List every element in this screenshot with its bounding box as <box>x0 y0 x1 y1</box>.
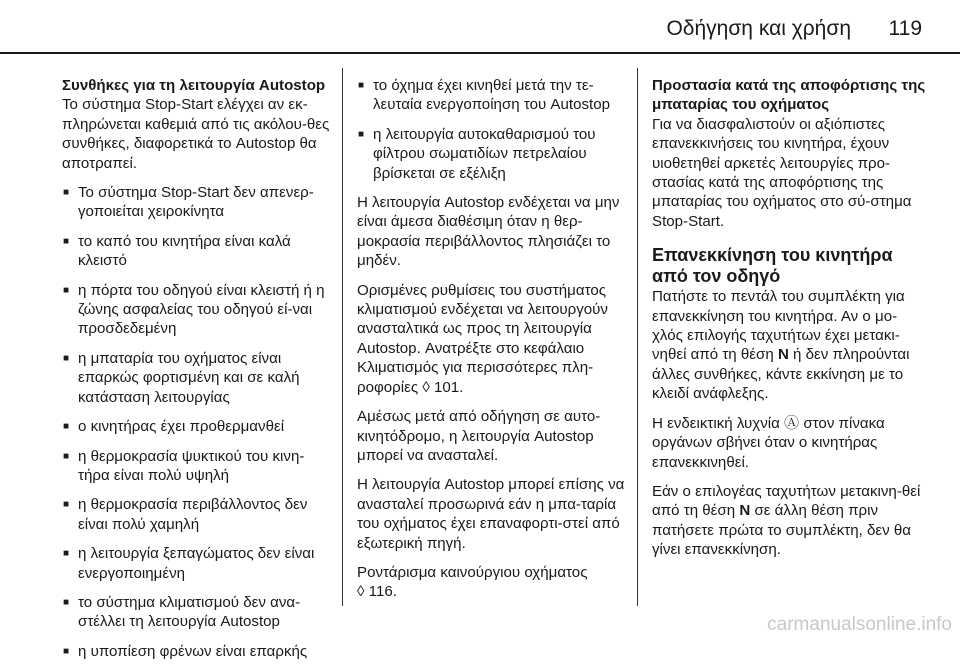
page-reference-link[interactable]: 101. <box>433 378 464 396</box>
watermark: carmanualsonline.info <box>767 614 952 635</box>
column-divider <box>637 68 638 606</box>
autostop-indicator-icon: Ⓐ <box>784 414 800 432</box>
paragraph: Η ενδεικτική λυχνία Ⓐ στον πίνακα οργάνων σβήνει όταν ο κινητήρας επανεκκινηθεί. <box>652 414 885 471</box>
gear-position: N <box>777 346 789 364</box>
list-item: ■ η μπαταρία του οχήματος είναι επαρκώς φορτισμένη και σε καλή κατάσταση λειτουργίας <box>62 349 330 407</box>
list-item: ■ η πόρτα του οδηγού είναι κλειστή ή η ζώνης ασφαλείας του οδηγού εί-ναι προσδεδεμένη <box>62 281 330 339</box>
paragraph: Για να διασφαλιστούν οι αξιόπιστες επανεκκινήσεις του κινητήρα, έχουν υιοθετηθεί αρκετές λειτουργίες προ-στασίας κατά της αποφόρτισης της μπαταρίας του οχήματος στο σύ-στημα Stop-Start. <box>652 115 912 230</box>
conditions-list-continued <box>357 76 625 183</box>
list-item: ■ η λειτουργία ξεπαγώματος δεν είναι ενεργοποιημένη <box>62 544 330 583</box>
list-item: ■ Το σύστημα Stop-Start δεν απενερ-γοποιείται χειροκίνητα <box>62 183 330 222</box>
page-number: 119 <box>888 17 922 40</box>
cross-reference-icon: ◊ <box>357 583 365 601</box>
list-item: ■ το σύστημα κλιματισμού δεν ανα-στέλλει τη λειτουργία Autostop <box>62 593 330 632</box>
chapter-title: Οδήγηση και χρήση <box>666 17 851 40</box>
column-1 <box>62 76 330 671</box>
column-divider <box>342 68 343 606</box>
list-item: ■ η θερμοκρασία ψυκτικού του κινη-τήρα είναι πολύ υψηλή <box>62 447 330 486</box>
list-item: ■ η υποπίεση φρένων είναι επαρκής <box>62 642 330 661</box>
paragraph: Η λειτουργία Autostop ενδέχεται να μην είναι άμεσα διαθέσιμη όταν η θερ-μοκρασία περιβάλλοντος πλησιάζει το μηδέν. <box>357 194 620 270</box>
paragraph: Αμέσως μετά από οδήγηση σε αυτο-κινητόδρομο, η λειτουργία Autostop μπορεί να ανασταλεί. <box>357 408 601 464</box>
conditions-list <box>62 183 330 661</box>
list-item: ■ η θερμοκρασία περιβάλλοντος δεν είναι πολύ χαμηλή <box>62 495 330 534</box>
paragraph: Πατήστε το πεντάλ του συμπλέκτη για επανεκκίνηση του κινητήρα. Αν ο μο-χλός επιλογής ταχυτήτων έχει μετακι-νηθεί από τη θέση N ή δεν πληρούνται άλλες συνθήκες, κάντε εκκίνηση με το κλειδί ανάφλεξης. <box>652 288 910 403</box>
list-item: ■ το όχημα έχει κινηθεί μετά την τε-λευταία ενεργοποίηση του Autostop <box>357 76 625 115</box>
page-reference-link[interactable]: 116. <box>368 583 397 601</box>
column-2 <box>357 76 625 612</box>
battery-protection-heading: Προστασία κατά της αποφόρτισης της μπαταρίας του οχήματος <box>652 77 926 114</box>
list-item: ■ το καπό του κινητήρα είναι καλά κλειστό <box>62 232 330 271</box>
header-rule <box>0 52 960 54</box>
conditions-intro: Το σύστημα Stop-Start ελέγχει αν εκ-πληρώνεται καθεμιά από τις ακόλου-θες συνθήκες, διαφορετικά το Autostop θα αποτραπεί. <box>62 96 330 172</box>
page-header <box>0 0 960 58</box>
cross-reference-icon: ◊ <box>422 378 430 396</box>
gear-position: N <box>739 502 751 520</box>
autostop-conditions-heading: Συνθήκες για τη λειτουργία Autostop <box>62 77 326 94</box>
paragraph: Ορισμένες ρυθμίσεις του συστήματος κλιματισμού ενδέχεται να λειτουργούν ανασταλτικά ως προς τη λειτουργία Autostop. Ανατρέξτε στο κεφάλαιο Κλιματισμός για περισσότερες πλη-ροφορίες ◊ 101. <box>357 281 608 396</box>
paragraph: Εάν ο επιλογέας ταχυτήτων μετακινη-θεί από τη θέση N σε άλλη θέση πριν πατήσετε πρώτα το συμπλέκτη, δεν θα γίνει επανεκκίνηση. <box>652 482 921 559</box>
column-3 <box>652 76 927 570</box>
list-item: ■ η λειτουργία αυτοκαθαρισμού του φίλτρου σωματιδίων πετρελαίου βρίσκεται σε εξέλιξη <box>357 125 625 183</box>
list-item: ■ ο κινητήρας έχει προθερμανθεί <box>62 417 330 436</box>
paragraph: Ροντάρισμα καινούργιου οχήματος ◊ 116. <box>357 563 588 601</box>
driver-restart-heading: Επανεκκίνηση του κινητήρα από τον οδηγό <box>652 245 893 287</box>
paragraph: Η λειτουργία Autostop μπορεί επίσης να ανασταλεί προσωρινά εάν η μπα-ταρία του οχήματος έχει επαναφορτι-στεί από εξωτερική πηγή. <box>357 476 625 552</box>
